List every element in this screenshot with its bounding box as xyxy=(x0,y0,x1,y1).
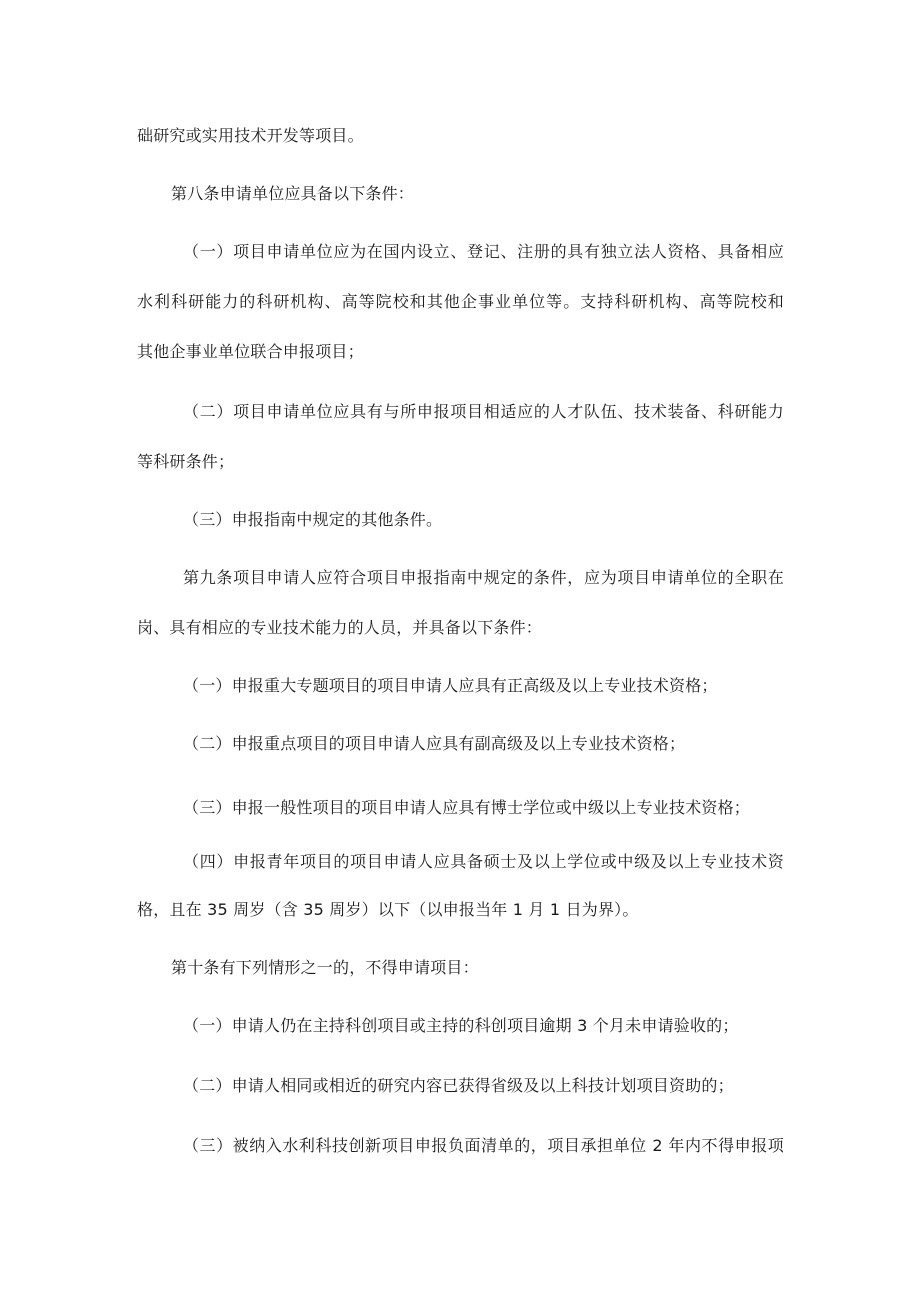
text-line: （二）申报重点项目的项目申请人应具有副高级及以上专业技术资格； xyxy=(183,734,686,753)
text-line: （二）申请人相同或相近的研究内容已获得省级及以上科技计划项目资助的； xyxy=(183,1076,734,1095)
text-line: （三）申报一般性项目的项目申请人应具有博士学位或中级以上专业技术资格； xyxy=(183,798,751,817)
text-line: （一）申报重大专题项目的项目申请人应具有正高级及以上专业技术资格； xyxy=(183,676,718,695)
text-line: 岗、具有相应的专业技术能力的人员，并具备以下条件： xyxy=(137,618,543,637)
text-line: 础研究或实用技术开发等项目。 xyxy=(137,126,364,145)
text-line: 水利科研能力的科研机构、高等院校和其他企事业单位等。支持科研机构、高等院校和 xyxy=(137,292,784,311)
article-10-heading: 第十条有下列情形之一的，不得申请项目： xyxy=(171,958,479,977)
text-line: （一）项目申请单位应为在国内设立、登记、注册的具有独立法人资格、具备相应 xyxy=(183,242,784,261)
text-line: （三）被纳入水利科技创新项目申报负面清单的，项目承担单位 2 年内不得申报项 xyxy=(183,1136,784,1155)
text-line: （二）项目申请单位应具有与所申报项目相适应的人才队伍、技术装备、科研能力 xyxy=(183,402,784,421)
text-line: 等科研条件； xyxy=(137,452,235,471)
text-line: （四）申报青年项目的项目申请人应具备硕士及以上学位或中级及以上专业技术资 xyxy=(183,852,784,871)
text-line: （三）申报指南中规定的其他条件。 xyxy=(183,510,443,529)
article-9-heading: 第九条项目申请人应符合项目申报指南中规定的条件，应为项目申请单位的全职在 xyxy=(183,568,784,587)
text-line: （一）申请人仍在主持科创项目或主持的科创项目逾期 3 个月未申请验收的； xyxy=(183,1016,739,1035)
text-line: 其他企事业单位联合申报项目； xyxy=(137,342,364,361)
article-8-heading: 第八条申请单位应具备以下条件： xyxy=(171,184,415,203)
text-line: 格，且在 35 周岁（含 35 周岁）以下（以申报当年 1 月 1 日为界）。 xyxy=(137,900,639,919)
